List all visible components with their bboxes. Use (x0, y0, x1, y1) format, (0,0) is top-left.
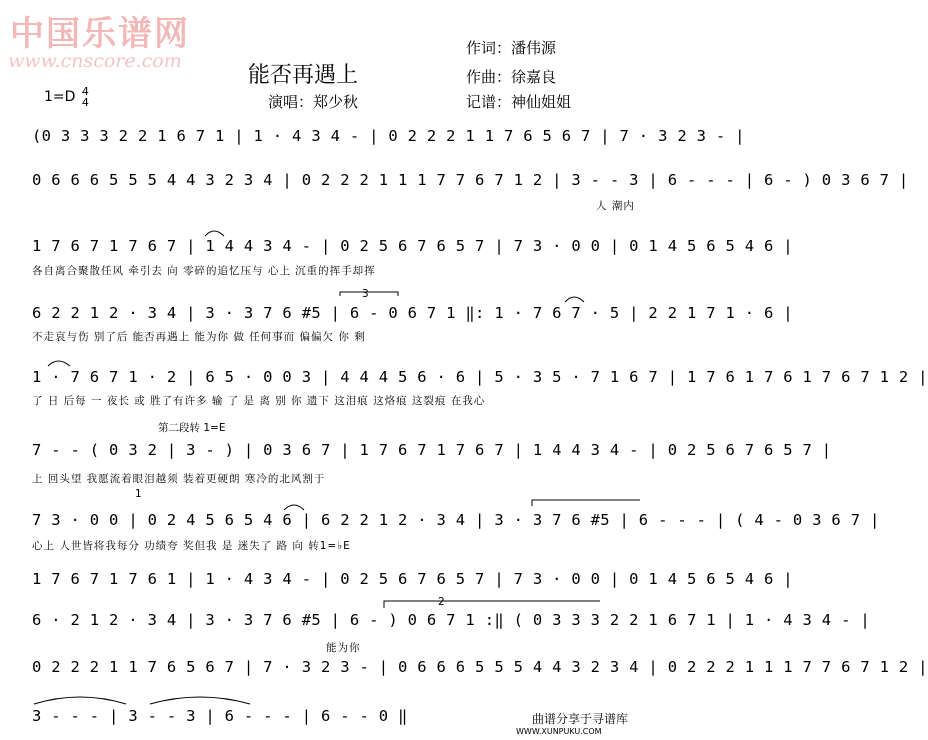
score-line-7: 7 3 · 0 0 | 0 2 4 5 6 5 4 6 | 6 2 2 1 2 · 3 4 | 3 · 3 7 6 #5 | 6 - - - | ( 4 - 0 3 6 7 | (32, 511, 880, 529)
lyric-line-2: 人 潮内 (596, 200, 635, 212)
footer-url: WWW.XUNPUKU.COM (516, 727, 602, 736)
score-line-8: 1 7 6 7 1 7 6 1 | 1 · 4 3 4 - | 0 2 5 6 7 6 5 7 | 7 3 · 0 0 | 0 1 4 5 6 5 4 6 | (32, 570, 793, 588)
tie-line-11b (150, 697, 250, 704)
lyric-line-6: 上 回头望 我愿流着眼泪越须 装着更硬朗 寒冷的北风割于 (32, 473, 326, 485)
time-top: 4 (81, 85, 89, 98)
tie-line-11a (34, 697, 126, 704)
transcriber-credit: 记谱：神仙姐姐 (466, 93, 572, 111)
lyric-line-9: 能为你 (326, 642, 361, 654)
score-line-2: 0 6 6 6 5 5 5 4 4 3 2 3 4 | 0 2 2 2 1 1 1 7 7 6 7 1 2 | 3 - - 3 | 6 - - - | 6 - ) 0 3 6 7 | (32, 171, 909, 189)
score-line-10: 0 2 2 2 1 1 7 6 5 6 7 | 7 · 3 2 3 - | 0 6 6 6 5 5 5 4 4 3 2 3 4 | 0 2 2 2 1 1 1 7 7 6 7 1 2 | (32, 658, 928, 676)
lyric-line-3: 各自离合聚散任风 牵引去 向 零碎的追忆压与 心上 沉重的挥手却挥 (32, 265, 376, 277)
section-two-marker: 第二段转 1=E (158, 422, 226, 434)
volta-two-bracket (384, 601, 600, 608)
watermark-site-name: 中国乐谱网 (10, 14, 190, 54)
score-line-4: 6 2 2 1 2 · 3 4 | 3 · 3 7 6 #5 | 6 - 0 6 7 1 ‖: 1 · 7 6 7 · 5 | 2 2 1 7 1 · 6 | (32, 304, 793, 322)
slur-line-5 (48, 361, 70, 366)
slur-line-4 (565, 297, 584, 302)
volta-one-bracket (532, 500, 640, 506)
singer-credit: 演唱：郑少秋 (268, 93, 359, 111)
triplet-bracket (340, 292, 398, 296)
score-line-9: 6 · 2 1 2 · 3 4 | 3 · 3 7 6 #5 | 6 - ) 0 6 7 1 :‖ ( 0 3 3 3 2 2 1 6 7 1 | 1 · 4 3 4 - | (32, 611, 870, 629)
footer-share-text: 曲谱分享于寻谱库 (532, 712, 629, 726)
song-title: 能否再遇上 (248, 63, 359, 88)
slur-line-7 (284, 505, 304, 510)
score-line-11: 3 - - - | 3 - - 3 | 6 - - - | 6 - - 0 ‖ (32, 707, 408, 725)
score-line-5: 1 · 7 6 7 1 · 2 | 6 5 · 0 0 3 | 4 4 4 5 6 · 6 | 5 · 3 5 · 7 1 6 7 | 1 7 6 1 7 6 1 7 6 7 1 2 | (32, 368, 928, 386)
score-line-3: 1 7 6 7 1 7 6 7 | 1 4 4 3 4 - | 0 2 5 6 7 6 5 7 | 7 3 · 0 0 | 0 1 4 5 6 5 4 6 | (32, 237, 793, 255)
slur-line-1 (205, 231, 224, 236)
score-line-6: 7 - - ( 0 3 2 | 3 - ) | 0 3 6 7 | 1 7 6 7 1 7 6 7 | 1 4 4 3 4 - | 0 2 5 6 7 6 5 7 | (32, 441, 832, 459)
lyric-line-7: 心上 人世皆将我每分 功绩夸 奖但我 是 迷失了 路 向 转1=♭E (32, 540, 351, 552)
volta-two: 2 (438, 596, 445, 608)
volta-one: 1 (135, 488, 142, 500)
watermark-url: www.cnscore.com (8, 50, 182, 72)
composer-credit: 作曲：徐嘉良 (466, 68, 557, 86)
lyric-line-4: 不走哀与伤 别了后 能否再遇上 能为你 做 任何事而 偏偏欠 你 剩 (32, 331, 366, 343)
lyricist-credit: 作词：潘伟源 (466, 39, 557, 57)
triplet-mark: 3 (362, 288, 369, 300)
time-bottom: 4 (81, 96, 89, 109)
lyric-line-5: 了 日 后每 一 夜长 或 胜了有许多 输 了 是 离 别 你 遗下 这泪痕 这烙痕 这裂痕 在我心 (32, 395, 486, 407)
key-label: 1=D (44, 89, 76, 105)
score-line-1: (0 3 3 3 2 2 1 6 7 1 | 1 · 4 3 4 - | 0 2 2 2 1 1 7 6 5 6 7 | 7 · 3 2 3 - | (32, 127, 745, 145)
